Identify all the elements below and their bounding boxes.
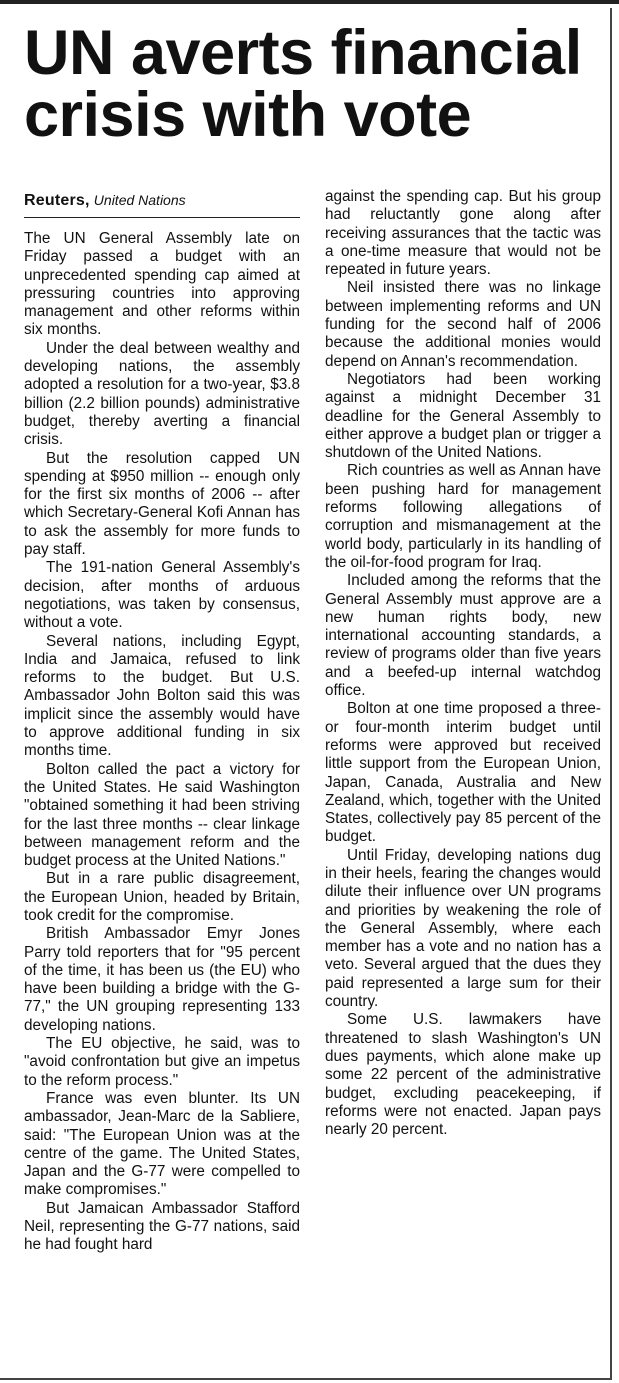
bottom-border-rule bbox=[0, 1378, 612, 1380]
paragraph-continued: against the spending cap. But his group had reluctantly gone along after receiving assurances that the tactic was a one-time measure that would not be repeated in future years. bbox=[325, 188, 601, 279]
paragraph: Some U.S. lawmakers have threatened to slash Washington's UN dues payments, which alone make up some 22 percent of the administrative budget, excluding peacekeeping, if reforms were not enacted. Japan pays nearly 20 percent. bbox=[325, 1011, 601, 1139]
paragraph: The EU objective, he said, was to "avoid confrontation but give an impetus to the reform process." bbox=[24, 1035, 300, 1089]
paragraph: Neil insisted there was no linkage between implementing reforms and UN funding for the second half of 2006 because the additional monies would depend on Annan's recommendation. bbox=[325, 279, 601, 370]
paragraph: Several nations, including Egypt, India and Jamaica, refused to link reforms to the budget. But U.S. Ambassador John Bolton said this was implicit since the assembly would have to approve additional funding in six months time. bbox=[24, 632, 300, 760]
paragraph: Until Friday, developing nations dug in their heels, fearing the changes would dilute their influence over UN programs and priorities by weakening the role of the General Assembly, where each member has a vote and no nation has a veto. Several argued that the dues they paid represented a large sum for their country. bbox=[325, 846, 601, 1011]
paragraph: France was even blunter. Its UN ambassador, Jean-Marc de la Sabliere, said: "The European Union was at the centre of the game. The United States, Japan and the G-77 were compelled to make compromises." bbox=[24, 1089, 300, 1199]
paragraph: Negotiators had been working against a midnight December 31 deadline for the General Assembly to either approve a budget plan or trigger a shutdown of the United Nations. bbox=[325, 370, 601, 462]
paragraph: Under the deal between wealthy and developing nations, the assembly adopted a resolution for a two-year, $3.8 billion (2.2 billion pounds) administrative budget, thereby averting a financial crisis. bbox=[24, 339, 300, 449]
right-border-rule bbox=[610, 8, 612, 1380]
article-column-right bbox=[325, 188, 601, 1139]
top-rule bbox=[0, 0, 619, 4]
paragraph: But the resolution capped UN spending at $950 million -- enough only for the first six months of 2006 -- after which Secretary-General Kofi Annan has to ask the assembly for more funds to pay staff. bbox=[24, 449, 300, 559]
paragraph: British Ambassador Emyr Jones Parry told reporters that for "95 percent of the time, it has been us (the EU) who have been building a bridge with the G-77," the UN grouping representing 133 developing nations. bbox=[24, 925, 300, 1034]
paragraph: Rich countries as well as Annan have been pushing hard for management reforms following allegations of corruption and mismanagement at the world body, particularly in its handling of the oil-for-food program for Iraq. bbox=[325, 462, 601, 571]
byline-agency: Reuters, bbox=[24, 192, 90, 209]
paragraph: The 191-nation General Assembly's decision, after months of arduous negotiations, was taken by consensus, without a vote. bbox=[24, 559, 300, 632]
paragraph: Included among the reforms that the General Assembly must approve are a new human rights body, new international accounting standards, a review of programs older than five years and a beefed-up internal watchdog office. bbox=[325, 572, 601, 700]
paragraph: Bolton at one time proposed a three- or four-month interim budget until reforms were approved but received little support from the European Union, Japan, Canada, Australia and New Zealand, which, together with the United States, collectively pay 85 percent of the budget. bbox=[325, 700, 601, 846]
paragraph: But Jamaican Ambassador Stafford Neil, representing the G-77 nations, said he had fought hard bbox=[24, 1199, 300, 1254]
paragraph: Bolton called the pact a victory for the United States. He said Washington "obtained something it had been striving for the last three months -- clear linkage between management reform and the budget process at the United Nations." bbox=[24, 760, 300, 870]
byline bbox=[24, 190, 300, 218]
paragraph: But in a rare public disagreement, the European Union, headed by Britain, took credit for the compromise. bbox=[24, 870, 300, 924]
headline: UN averts financial crisis with vote bbox=[24, 18, 582, 150]
article-column-left bbox=[24, 230, 300, 1255]
paragraph: The UN General Assembly late on Friday passed a budget with an unprecedented spending cap aimed at pressuring countries into approving management and other reforms within six months. bbox=[24, 230, 300, 339]
byline-location: United Nations bbox=[93, 192, 186, 208]
